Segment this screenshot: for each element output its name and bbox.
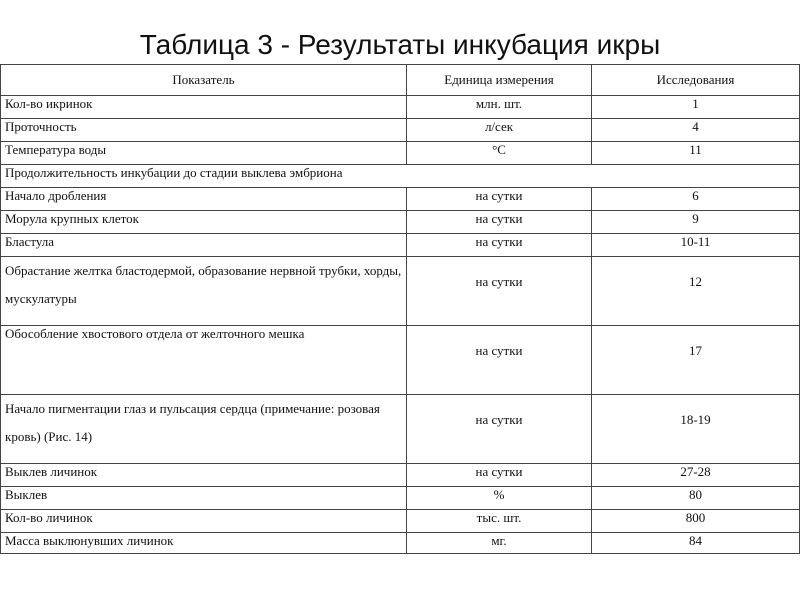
indicator-cell: Начало дробления — [1, 188, 407, 211]
value-cell: 18-19 — [592, 395, 800, 464]
column-header-unit: Единица измерения — [407, 65, 592, 96]
value-cell: 9 — [592, 211, 800, 234]
table-row — [1, 234, 800, 257]
table-row — [1, 533, 800, 554]
table-row — [1, 96, 800, 119]
column-header-indicator: Показатель — [1, 65, 407, 96]
value-cell: 27-28 — [592, 464, 800, 487]
indicator-cell: Морула крупных клеток — [1, 211, 407, 234]
unit-cell: % — [407, 487, 592, 510]
unit-cell: на сутки — [407, 188, 592, 211]
unit-cell: млн. шт. — [407, 96, 592, 119]
section-cell: Продолжительность инкубации до стадии выклева эмбриона — [1, 165, 800, 188]
unit-cell: на сутки — [407, 211, 592, 234]
indicator-cell: Проточность — [1, 119, 407, 142]
indicator-cell: Бластула — [1, 234, 407, 257]
table-row — [1, 487, 800, 510]
section-row — [1, 165, 800, 188]
value-cell: 84 — [592, 533, 800, 554]
table-row — [1, 211, 800, 234]
unit-cell: на сутки — [407, 395, 592, 464]
value-cell: 6 — [592, 188, 800, 211]
table-row — [1, 188, 800, 211]
indicator-cell: Кол-во икринок — [1, 96, 407, 119]
unit-cell: тыс. шт. — [407, 510, 592, 533]
value-cell: 1 — [592, 96, 800, 119]
table-row — [1, 326, 800, 395]
value-cell: 4 — [592, 119, 800, 142]
indicator-cell: Обрастание желтка бластодермой, образование нервной трубки, хорды, мускулатуры — [1, 257, 407, 326]
page-title: Таблица 3 - Результаты инкубация икры — [139, 29, 661, 60]
unit-cell: на сутки — [407, 257, 592, 326]
indicator-cell: Обособление хвостового отдела от желточного мешка — [1, 326, 407, 395]
unit-cell: на сутки — [407, 464, 592, 487]
indicator-cell: Масса выклюнувших личинок — [1, 533, 407, 554]
table-row — [1, 464, 800, 487]
indicator-cell: Выклев личинок — [1, 464, 407, 487]
table-row — [1, 142, 800, 165]
column-header-value: Исследования — [592, 65, 800, 96]
table-row — [1, 395, 800, 464]
unit-cell: на сутки — [407, 234, 592, 257]
indicator-cell: Температура воды — [1, 142, 407, 165]
indicator-cell: Кол-во личинок — [1, 510, 407, 533]
value-cell: 800 — [592, 510, 800, 533]
unit-cell: л/сек — [407, 119, 592, 142]
value-cell: 11 — [592, 142, 800, 165]
value-cell: 10-11 — [592, 234, 800, 257]
value-cell: 80 — [592, 487, 800, 510]
unit-cell: °С — [407, 142, 592, 165]
value-cell: 12 — [592, 257, 800, 326]
table-header-row — [1, 65, 800, 96]
indicator-cell: Выклев — [1, 487, 407, 510]
table-row — [1, 510, 800, 533]
results-table — [0, 64, 800, 554]
unit-cell: мг. — [407, 533, 592, 554]
unit-cell: на сутки — [407, 326, 592, 395]
indicator-cell: Начало пигментации глаз и пульсация сердца (примечание: розовая кровь) (Рис. 14) — [1, 395, 407, 464]
value-cell: 17 — [592, 326, 800, 395]
table-row — [1, 119, 800, 142]
table-row — [1, 257, 800, 326]
